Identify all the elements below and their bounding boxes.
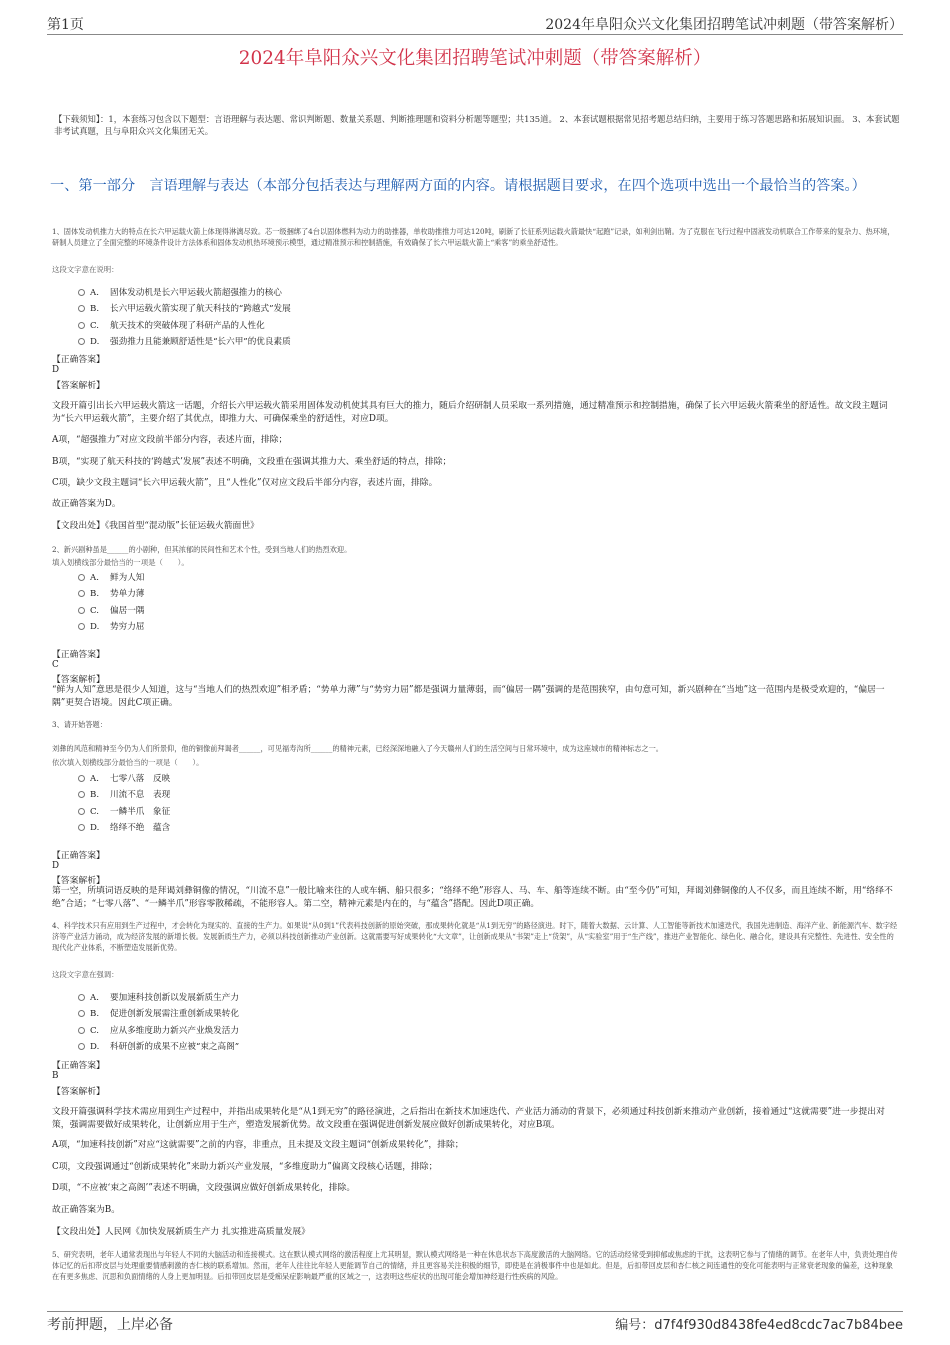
question-2-stem: 2、新兴剧种虽是______的小剧种，但其浓郁的民间性和艺术个性，受到当地人们的热烈欢迎。 [52, 545, 352, 554]
radio-icon[interactable] [78, 791, 85, 798]
question-4-answer: B [52, 1071, 59, 1081]
question-2-hint: 填入划横线部分最恰当的一项是（ ）。 [52, 558, 189, 567]
question-1-answer: D [52, 365, 60, 375]
question-4-conclusion: 故正确答案为B。 [52, 1205, 121, 1215]
analysis-label: 【答案解析】 [52, 876, 105, 886]
radio-icon[interactable] [78, 607, 85, 614]
radio-icon[interactable] [78, 338, 85, 345]
question-1-source: 【文段出处】《我国首型“混动版”长征运载火箭面世》 [52, 521, 259, 531]
answer-label: 【正确答案】 [52, 355, 105, 365]
radio-icon[interactable] [78, 590, 85, 597]
radio-icon[interactable] [78, 824, 85, 831]
question-4-option-b[interactable]: B. 促进创新发展需注重创新成果转化 [78, 1007, 239, 1019]
radio-icon[interactable] [78, 574, 85, 581]
question-2-option-a[interactable]: A. 鲜为人知 [78, 571, 144, 583]
question-1-analysis-b: B项，“实现了航天科技的‘跨越式’发展”表述不明确，文段重在强调其推力大、乘坐舒适的特点，排除； [52, 457, 452, 467]
document-title: 2024年阜阳众兴文化集团招聘笔试冲刺题（带答案解析） [238, 48, 712, 69]
radio-icon[interactable] [78, 994, 85, 1001]
question-4-analysis-d: D项，“不应被‘束之高阁’”表述不明确，文段强调应做好创新成果转化，排除。 [52, 1183, 356, 1193]
question-4-analysis-main: 文段开篇强调科学技术需应用到生产过程中，并指出成果转化是“从1到无穷”的路径演进，之后指出在新技术加速迭代、产业活力涌动的背景下，必须通过科技创新来推动产业创新，接着通过“这就需要”进一步提出对策，强调需要做好成果转化，让创新应用于生产，塑造发展新优势。故文段重在强调促进创新发展应做好创新成果转化，对应B项。 [52, 1107, 885, 1130]
header-title: 2024年阜阳众兴文化集团招聘笔试冲刺题（带答案解析） [545, 17, 903, 33]
footer-slogan: 考前押题，上岸必备 [47, 1317, 173, 1333]
question-1-conclusion: 故正确答案为D。 [52, 499, 121, 509]
radio-icon[interactable] [78, 1010, 85, 1017]
radio-icon[interactable] [78, 775, 85, 782]
question-3-analysis: 第一空，所填词语反映的是拜谒刘彝铜像的情况，“川流不息”一般比喻来往的人或车辆、船只很多；“络绎不绝”形容人、马、车、船等连续不断。由“至今仍”可知，拜谒刘彝铜像的人不仅多，而且连续不断，用“络绎不绝”合适；“七零八落”、“一鳞半爪”形容零散稀疏，不能形容人。第二空，精神元素是内在的，与“蕴含”搭配。因此D项正确。 [52, 886, 893, 909]
question-4-option-c[interactable]: C. 应从多维度助力新兴产业焕发活力 [78, 1024, 239, 1036]
question-3-option-a[interactable]: A. 七零八落 反映 [78, 772, 170, 784]
radio-icon[interactable] [78, 1027, 85, 1034]
question-3-stem: 3、请开始答题： [52, 720, 107, 729]
answer-label: 【正确答案】 [52, 650, 105, 660]
question-1-stem: 1、固体发动机推力大的特点在长六甲运载火箭上体现得淋漓尽致。芯一级捆绑了4台以固体燃料为动力的助推器，单枚助推推力可达120吨，刷新了长征系列运载火箭最快“起跑”记录，如利剑出鞘。为了克服在飞行过程中固液发动机联合工作带来的复杂力、热环境，研制人员建立了全面完整的环境条件设计方法体系和固体发动机热环境预示模型，通过精准预示和控制措施，有效确保了长六甲运载火箭上“乘客”的乘坐舒适性。 [52, 227, 895, 247]
question-4-option-d[interactable]: D. 科研创新的成果不应被“束之高阁” [78, 1040, 239, 1052]
radio-icon[interactable] [78, 305, 85, 312]
question-4-hint: 这段文字意在强调： [52, 970, 119, 979]
page-header [47, 12, 903, 35]
download-notice: 【下载须知】：1，本套练习包含以下题型：言语理解与表达题、常识判断题、数量关系题、判断推理题和资料分析题等题型；共135道。 2、本套试题根据常见招考题总结归纳，主要用于练习答题思路和拓展知识面。 3、本套试题非考试真题，且与阜阳众兴文化集团无关。 [54, 114, 900, 136]
question-4-stem: 4、科学技术只有应用到生产过程中，才会转化为现实的、直接的生产力。如果说“从0到1”代表科技创新的原始突破，那成果转化就是“从1到无穷”的路径演进。时下，随着大数据、云计算、人工智能等新技术加速迭代，我国先进制造、海洋产业、新能源汽车、数字经济等产业活力涌动，成为经济发展的新增长极。发展新质生产力，必须以科技创新推动产业创新。这就需要写好成果转化“大文章”，让创新成果从“书架”走上“货架”，从“实验室”用于“生产线”，推进产业智能化、绿色化、融合化，建设具有完整性、先进性、安全性的现代化产业体系，不断塑造发展新优势。 [52, 921, 898, 952]
question-1-analysis-a: A项，“超强推力”对应文段前半部分内容，表述片面，排除； [52, 435, 288, 445]
question-1-analysis-main: 文段开篇引出长六甲运载火箭这一话题，介绍长六甲运载火箭采用固体发动机使其具有巨大的推力，随后介绍研制人员采取一系列措施，通过精准预示和控制措施，确保了长六甲运载火箭乘坐的舒适性。故文段主题词为“长六甲运载火箭”，主要介绍了其优点，即推力大、可确保乘坐的舒适性，对应D项。 [52, 401, 888, 424]
question-1-option-a[interactable]: A. 固体发动机是长六甲运载火箭超强推力的核心 [78, 286, 282, 298]
question-2-answer: C [52, 660, 59, 670]
page-footer [47, 1311, 903, 1332]
question-4-option-a[interactable]: A. 要加速科技创新以发展新质生产力 [78, 991, 239, 1003]
section-heading: 一、第一部分 言语理解与表达（本部分包括表达与理解两方面的内容。请根据题目要求，在四个选项中选出一个最恰当的答案。） [50, 178, 866, 194]
question-1-hint: 这段文字意在说明： [52, 265, 119, 274]
page-number: 第1页 [47, 17, 84, 33]
question-5-stem: 5、研究表明，老年人通常表现出与年轻人不同的大脑活动和连接模式。这在默认模式网络的激活程度上尤其明显，默认模式网络是一种在休息状态下高度激活的大脑网络。它的活动经常受到抑郁或焦虑的干扰，这表明它参与了情绪的调节。在老年人中，负责处理自传体记忆的后扣带皮层与处理重要情感刺激的杏仁核的联系增加。然而，老年人往往比年轻人更能调节自己的情绪，并且更容易关注积极的细节，即使是在消极事件中也是如此。但是，后扣带回皮层和杏仁核之间连通性的变化可能表明与正常衰老现象的偏差，这种现象在有更多焦虑、沉思和负面情绪的人身上更加明显。后扣带回皮层是受痴呆症影响最严重的区域之一，这表明这些症状的出现可能会增加神经退行性疾病的风险。 [52, 1250, 898, 1281]
question-4-analysis-a: A项，“加速科技创新”对应“这就需要”之前的内容，非重点，且未提及文段主题词“创新成果转化”，排除； [52, 1140, 464, 1150]
answer-label: 【正确答案】 [52, 851, 105, 861]
radio-icon[interactable] [78, 289, 85, 296]
document-id: 编号：d7f4f930d8438fe4ed8cdc7ac7b84bee [615, 1318, 903, 1333]
question-2-option-d[interactable]: D. 势穷力屈 [78, 620, 144, 632]
question-4-source: 【文段出处】人民网《加快发展新质生产力 扎实推进高质量发展》 [52, 1227, 310, 1237]
question-3-passage: 刘彝的风范和精神至今仍为人们所景仰，他的铜像前拜谒者______，可见福寿沟所______的精神元素，已经深深地融入了今天赣州人们的生活空间与日常环境中，成为这座城市的精神标志之一。 [52, 744, 663, 753]
radio-icon[interactable] [78, 808, 85, 815]
question-3-answer: D [52, 861, 60, 871]
question-1-analysis-c: C项，缺少文段主题词“长六甲运载火箭”，且“人性化”仅对应文段后半部分内容，表述片面，排除。 [52, 478, 438, 488]
question-1-option-b[interactable]: B. 长六甲运载火箭实现了航天科技的“跨越式”发展 [78, 302, 291, 314]
question-1-option-d[interactable]: D. 强劲推力且能兼顾舒适性是“长六甲”的优良素质 [78, 335, 291, 347]
question-1-option-c[interactable]: C. 航天技术的突破体现了科研产品的人性化 [78, 319, 265, 331]
question-4-analysis-c: C项，文段强调通过“创新成果转化”来助力新兴产业发展，“多维度助力”偏离文段核心话题，排除； [52, 1162, 438, 1172]
question-3-option-b[interactable]: B. 川流不息 表现 [78, 788, 170, 800]
question-2-option-c[interactable]: C. 偏居一隅 [78, 604, 144, 616]
answer-label: 【正确答案】 [52, 1061, 105, 1071]
analysis-label: 【答案解析】 [52, 675, 105, 685]
analysis-label: 【答案解析】 [52, 1087, 105, 1097]
analysis-label: 【答案解析】 [52, 381, 105, 391]
question-3-option-c[interactable]: C. 一鳞半爪 象征 [78, 805, 170, 817]
question-2-analysis: “鲜为人知”意思是很少人知道，这与“当地人们的热烈欢迎”相矛盾；“势单力薄”与“势穷力屈”都是强调力量薄弱，而“偏居一隅”强调的是范围狭窄，由句意可知，新兴剧种在“当地”这一范围内是极受欢迎的，“偏居一隅”更契合语境。因此C项正确。 [52, 685, 885, 708]
question-3-option-d[interactable]: D. 络绎不绝 蕴含 [78, 821, 170, 833]
radio-icon[interactable] [78, 623, 85, 630]
radio-icon[interactable] [78, 1043, 85, 1050]
question-3-hint: 依次填入划横线部分最恰当的一项是（ ）。 [52, 758, 204, 767]
question-2-option-b[interactable]: B. 势单力薄 [78, 587, 144, 599]
radio-icon[interactable] [78, 322, 85, 329]
